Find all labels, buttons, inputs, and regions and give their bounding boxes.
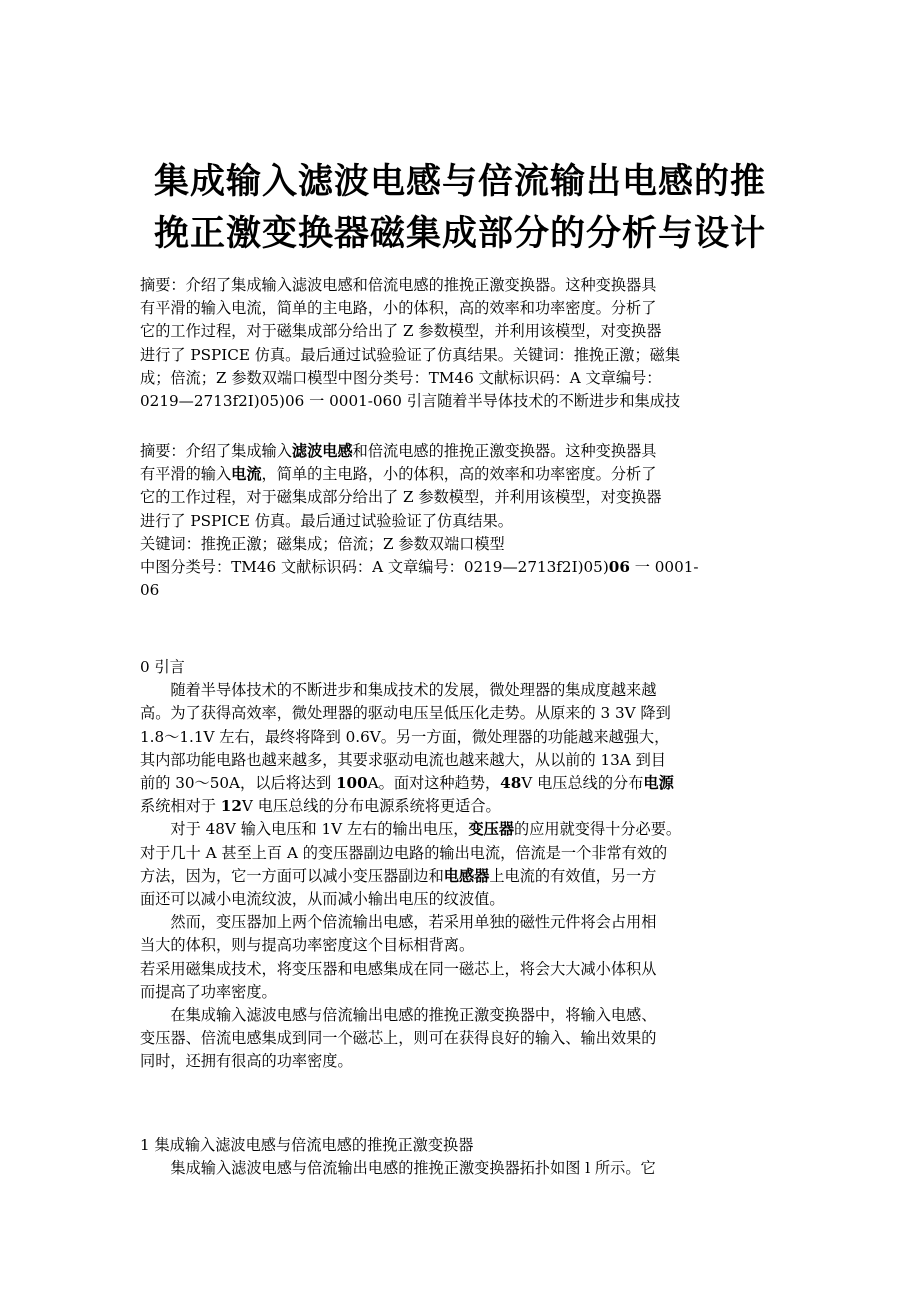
abstract-bold-term: 电流: [231, 465, 262, 484]
bold-term: 48: [500, 774, 522, 793]
paragraph-line: 对于几十 A 甚至上百 A 的变压器副边电路的输出电流，倍流是一个非常有效的: [140, 843, 668, 862]
abstract-line: [140, 463, 780, 486]
summary-line: 进行了 PSPICE 仿真。最后通过试验验证了仿真结果。关键词：推挽正激；磁集: [140, 345, 681, 364]
paragraph-text: 系统相对于: [140, 797, 221, 816]
paragraph-line: 在集成输入滤波电感与倍流输出电感的推挽正激变换器中，将输入电感、: [170, 1006, 657, 1025]
paragraph: [140, 911, 780, 957]
paragraph-text: 前的 30～50A，以后将达到: [140, 774, 336, 793]
classification-line: 06: [140, 581, 160, 600]
abstract-text: 有平滑的输入: [140, 465, 232, 484]
summary-line: 摘要：介绍了集成输入滤波电感和倍流电感的推挽正激变换器。这种变换器具: [140, 276, 657, 294]
paragraph-line: 随着半导体技术的不断进步和集成技术的发展，微处理器的集成度越来越: [170, 681, 657, 700]
paragraph: [140, 958, 780, 1004]
paragraph-line: 而提高了功率密度。: [140, 982, 277, 1001]
bold-term: 变压器: [468, 820, 515, 839]
summary-line: 它的工作过程，对于磁集成部分给出了 Z 参数模型，并利用该模型，对变换器: [140, 322, 662, 341]
bold-term: 100: [335, 774, 368, 793]
paragraph-line: [140, 818, 780, 841]
paragraph-line: [140, 795, 780, 818]
document-title: [130, 156, 790, 260]
summary-block: [140, 274, 780, 413]
abstract-line: [140, 440, 780, 463]
abstract-block: [140, 440, 780, 602]
abstract-line: 进行了 PSPICE 仿真。最后通过试验验证了仿真结果。: [140, 511, 513, 530]
paragraph-text: 方法，因为，它一方面可以减小变压器副边和: [140, 866, 444, 885]
paragraph-text: V 电压总线的分布电源系统将更适合。: [241, 797, 501, 816]
paragraph-line: [140, 865, 780, 888]
classification-text: 一 0001-: [629, 558, 699, 577]
paragraph-line: 当大的体积，则与提高功率密度这个目标相背离。: [140, 936, 475, 955]
section-0: [140, 656, 780, 1074]
paragraph-line: 然而，变压器加上两个倍流输出电感，若采用单独的磁性元件将会占用相: [170, 913, 657, 932]
paragraph-text: V 电压总线的分布: [521, 774, 644, 793]
paragraph-text: 对于 48V 输入电压和 1V 左右的输出电压，: [170, 820, 469, 839]
paragraph-line: 高。为了获得高效率，微处理器的驱动电压呈低压化走势。从原来的 3 3V 降到: [140, 704, 671, 723]
paragraph-line: 面还可以减小电流纹波，从而减小输出电压的纹波值。: [140, 890, 505, 909]
keywords: 关键词：推挽正激；磁集成；倍流；Z 参数双端口模型: [140, 534, 505, 553]
title-line-2: 挽正激变换器磁集成部分的分析与设计: [153, 214, 766, 254]
paragraph: [140, 679, 780, 818]
bold-term: 电感器: [443, 866, 490, 885]
paragraph-line: 同时，还拥有很高的功率密度。: [140, 1052, 353, 1071]
paragraph-line: 变压器、倍流电感集成到同一个磁芯上，则可在获得良好的输入、输出效果的: [140, 1029, 657, 1048]
paragraph-line: 其内部功能电路也越来越多，其要求驱动电流也越来越大，从以前的 13A 到目: [140, 750, 666, 769]
paragraph-text: 上电流的有效值，另一方: [489, 866, 657, 885]
section-heading: 0 引言: [140, 658, 185, 676]
section-1: [140, 1134, 780, 1180]
section-heading: 1 集成输入滤波电感与倍流电感的推挽正激变换器: [140, 1136, 474, 1154]
summary-line: 有平滑的输入电流，简单的主电路，小的体积，高的效率和功率密度。分析了: [140, 299, 657, 318]
bold-term: 12: [220, 797, 242, 816]
paragraph: [140, 818, 780, 911]
abstract-text: ，简单的主电路，小的体积，高的效率和功率密度。分析了: [261, 465, 657, 484]
paragraph: [140, 1004, 780, 1074]
paragraph-text: A。面对这种趋势，: [367, 774, 501, 793]
paragraph-line: 1.8～1.1V 左右，最终将降到 0.6V。另一方面，微处理器的功能越来越强大，: [140, 727, 670, 746]
abstract-bold-term: 滤波电感: [291, 442, 353, 460]
summary-line: 0219—2713f2I)05)06 一 0001-060 引言随着半导体技术的不断进步和集成技: [140, 392, 681, 411]
summary-line: 成；倍流；Z 参数双端口模型中图分类号：TM46 文献标识码：A 文章编号：: [140, 368, 662, 387]
abstract-text: 摘要：介绍了集成输入: [140, 442, 292, 460]
abstract-line: 它的工作过程，对于磁集成部分给出了 Z 参数模型，并利用该模型，对变换器: [140, 488, 662, 507]
bold-term: 电源: [643, 774, 674, 793]
abstract-text: 和倍流电感的推挽正激变换器。这种变换器具: [352, 442, 657, 460]
paragraph-line: 集成输入滤波电感与倍流输出电感的推挽正激变换器拓扑如图 l 所示。它: [170, 1159, 656, 1178]
classification-bold: 06: [608, 558, 630, 577]
classification-line: [140, 556, 780, 579]
paragraph-line: [140, 772, 780, 795]
paragraph-text: 的应用就变得十分必要。: [514, 820, 682, 839]
classification-text: 中图分类号：TM46 文献标识码：A 文章编号：0219—2713f2I)05): [140, 558, 609, 577]
title-line-1: 集成输入滤波电感与倍流输出电感的推: [153, 162, 766, 202]
paragraph-line: 若采用磁集成技术，将变压器和电感集成在同一磁芯上，将会大大减小体积从: [140, 959, 657, 978]
